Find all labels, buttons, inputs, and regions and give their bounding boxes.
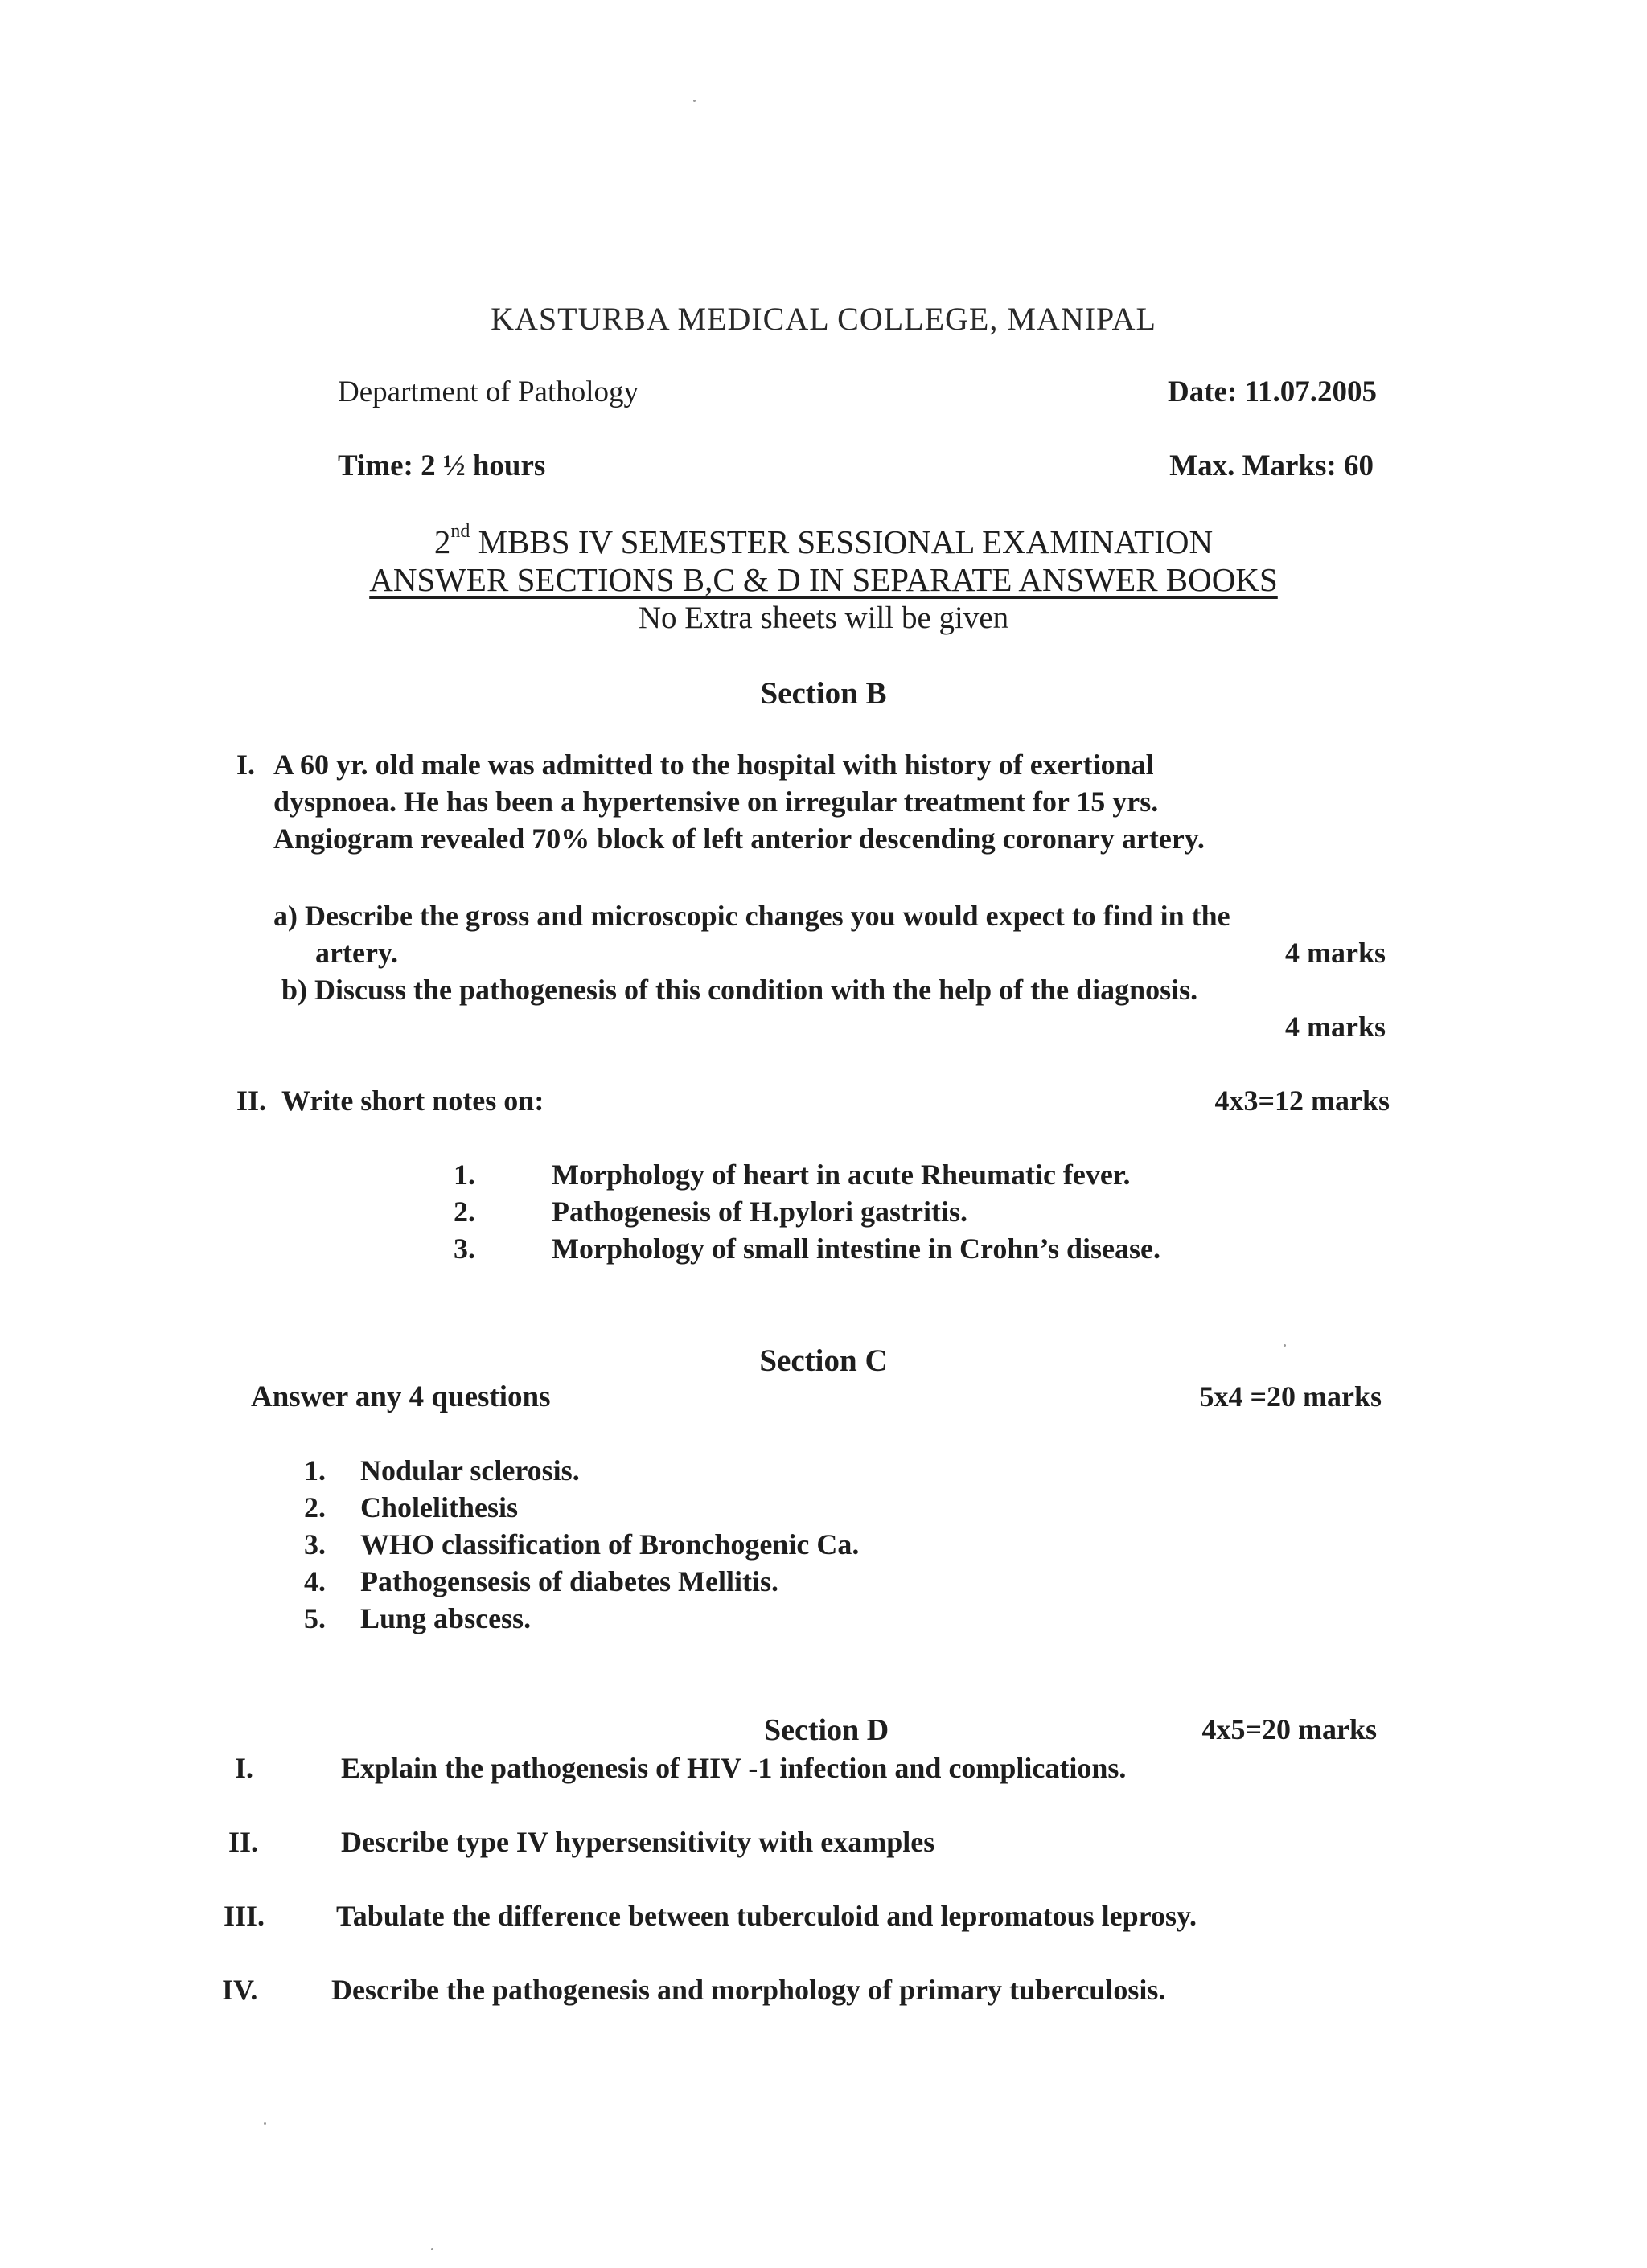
exam-ordinal-suffix: nd (450, 521, 470, 542)
department-label: Department of Pathology (338, 375, 639, 408)
question-number: I. (235, 1752, 254, 1784)
list-item: Lung abscess. (360, 1602, 532, 1634)
college-name: KASTURBA MEDICAL COLLEGE, MANIPAL (491, 301, 1156, 337)
question-number: II. (228, 1826, 259, 1858)
question-number: IV. (222, 1974, 258, 2006)
sub-question-b: b) Discuss the pathogenesis of this condition with the help of the diagnosis. (281, 974, 1198, 1006)
section-d-marks: 4x5=20 marks (1201, 1713, 1377, 1745)
exam-title-text: MBBS IV SEMESTER SESSIONAL EXAMINATION (470, 523, 1214, 560)
sub-question-a: a) Describe the gross and microscopic changes you would expect to find in the (273, 900, 1230, 932)
list-item: WHO classification of Bronchogenic Ca. (360, 1528, 860, 1561)
list-item: Pathogenesis of H.pylori gastritis. (552, 1196, 967, 1228)
question-number: III. (224, 1900, 265, 1932)
section-c-marks: 5x4 =20 marks (1199, 1380, 1382, 1413)
list-item-number: 3. (304, 1528, 326, 1561)
list-item: Morphology of heart in acute Rheumatic fever. (552, 1159, 1131, 1191)
section-c-instruction: Answer any 4 questions (251, 1380, 551, 1413)
list-item-number: 3. (454, 1232, 475, 1265)
list-item-number: 2. (304, 1491, 326, 1524)
question-text-line: Angiogram revealed 70% block of left anterior descending coronary artery. (273, 822, 1205, 855)
section-d-heading: Section D (764, 1713, 889, 1747)
list-item-number: 1. (304, 1454, 326, 1487)
question-text: Write short notes on: (281, 1085, 544, 1117)
list-item-number: 1. (454, 1159, 475, 1191)
question-number: II. (236, 1085, 267, 1117)
question-text-line: A 60 yr. old male was admitted to the hospital with history of exertional (273, 748, 1154, 781)
question-marks: 4x3=12 marks (1214, 1085, 1390, 1117)
max-marks: Max. Marks: 60 (1169, 449, 1374, 482)
list-item: Nodular sclerosis. (360, 1454, 580, 1487)
question-number: I. (236, 748, 256, 781)
scan-speck (264, 2122, 266, 2125)
question-text: Explain the pathogenesis of HIV -1 infection and complications. (341, 1752, 1127, 1784)
scan-speck (693, 100, 696, 102)
exam-date: Date: 11.07.2005 (1168, 375, 1377, 408)
answer-instruction: ANSWER SECTIONS B,C & D IN SEPARATE ANSWER BOOKS (369, 561, 1278, 598)
list-item-number: 4. (304, 1565, 326, 1597)
no-extra-sheets-note: No Extra sheets will be given (638, 601, 1009, 635)
list-item-number: 2. (454, 1196, 475, 1228)
sub-question-a-marks: 4 marks (1285, 937, 1386, 969)
exam-ordinal: 2 (433, 523, 451, 560)
question-text: Describe the pathogenesis and morphology of primary tuberculosis. (331, 1974, 1166, 2006)
question-text: Describe type IV hypersensitivity with examples (341, 1826, 935, 1858)
section-b-heading: Section B (760, 676, 887, 711)
scan-speck (431, 2248, 433, 2250)
section-c-heading: Section C (759, 1343, 888, 1378)
sub-question-a-continuation: artery. (315, 937, 398, 969)
question-text-line: dyspnoea. He has been a hypertensive on irregular treatment for 15 yrs. (273, 785, 1159, 818)
exam-duration: Time: 2 ½ hours (338, 449, 546, 482)
list-item: Morphology of small intestine in Crohn’s disease. (552, 1232, 1161, 1265)
scan-speck (1284, 1344, 1286, 1347)
list-item: Pathogensesis of diabetes Mellitis. (360, 1565, 778, 1597)
exam-title (0, 521, 1647, 561)
list-item-number: 5. (304, 1602, 326, 1634)
list-item: Cholelithesis (360, 1491, 519, 1524)
sub-question-b-marks: 4 marks (1285, 1011, 1386, 1043)
question-text: Tabulate the difference between tuberculoid and lepromatous leprosy. (336, 1900, 1197, 1932)
